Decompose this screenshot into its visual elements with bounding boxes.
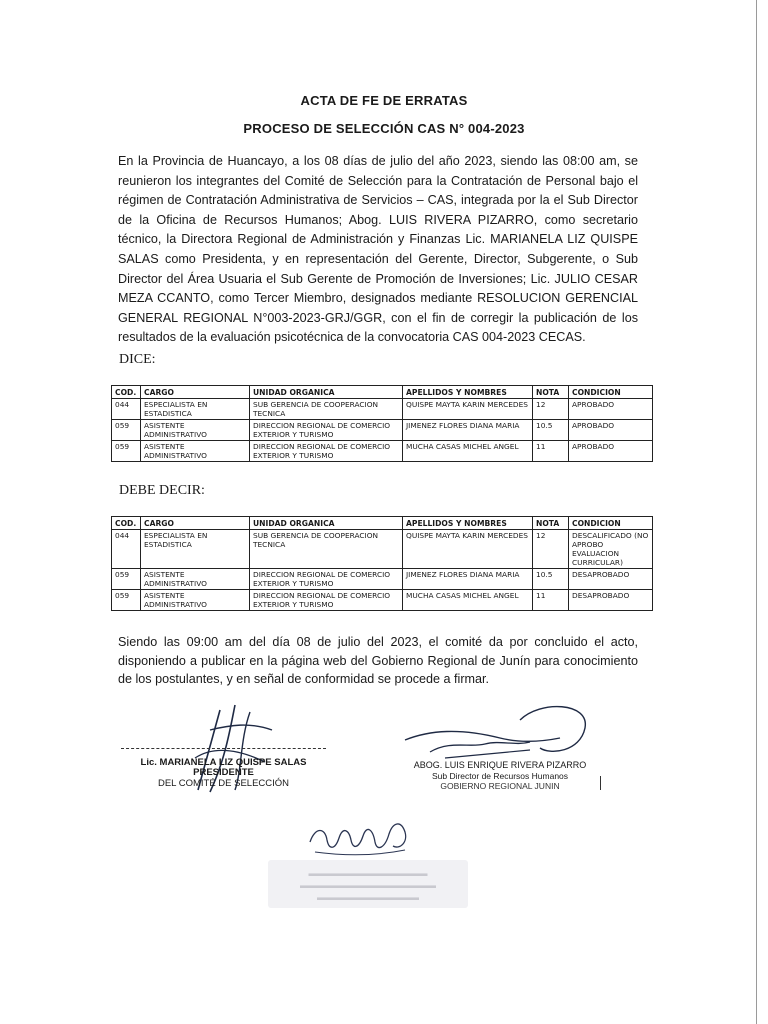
cell-cod: 059 xyxy=(112,590,141,611)
table-row xyxy=(112,569,653,590)
left-signer-committee: DEL COMITÉ DE SELECCIÓN xyxy=(157,778,290,789)
cell-cargo: ASISTENTE ADMINISTRATIVO xyxy=(141,420,250,441)
cell-unidad: SUB GERENCIA DE COOPERACION TECNICA xyxy=(250,530,403,569)
cell-condicion: DESCALIFICADO (NO APROBO EVALUACION CURRICULAR) xyxy=(569,530,653,569)
table-row xyxy=(112,530,653,569)
right-signer-name: ABOG. LUIS ENRIQUE RIVERA PIZARRO xyxy=(413,760,587,770)
cell-unidad: DIRECCION REGIONAL DE COMERCIO EXTERIOR Y TURISMO xyxy=(250,590,403,611)
cell-condicion: DESAPROBADO xyxy=(569,590,653,611)
document-subtitle: PROCESO DE SELECCIÓN CAS N° 004-2023 xyxy=(243,121,525,136)
table-row xyxy=(112,420,653,441)
cell-nombres: MUCHA CASAS MICHEL ANGEL xyxy=(403,590,533,611)
cell-nota: 11 xyxy=(533,441,569,462)
header-condicion: CONDICION xyxy=(569,386,653,399)
cell-cod: 044 xyxy=(112,399,141,420)
cell-nombres: JIMENEZ FLORES DIANA MARIA xyxy=(403,569,533,590)
dice-label: DICE: xyxy=(119,352,156,367)
header-nota: NOTA xyxy=(533,386,569,399)
cell-condicion: APROBADO xyxy=(569,399,653,420)
stamp-line: ▬▬▬▬▬▬▬▬▬▬▬▬▬▬ xyxy=(308,868,428,878)
stamp-line: ▬▬▬▬▬▬▬▬▬▬▬▬▬▬▬▬ xyxy=(300,880,436,890)
third-signature-icon xyxy=(305,812,415,862)
margin-mark xyxy=(600,776,601,790)
left-signature-line xyxy=(121,748,326,749)
table-row xyxy=(112,441,653,462)
cell-nota: 12 xyxy=(533,399,569,420)
page-edge xyxy=(756,0,757,1024)
header-cod: COD. xyxy=(112,386,141,399)
header-condicion: CONDICION xyxy=(569,517,653,530)
cell-cod: 059 xyxy=(112,420,141,441)
cell-unidad: DIRECCION REGIONAL DE COMERCIO EXTERIOR Y TURISMO xyxy=(250,441,403,462)
cell-cod: 044 xyxy=(112,530,141,569)
header-nombres: APELLIDOS Y NOMBRES xyxy=(403,386,533,399)
table-header-row xyxy=(112,386,653,399)
cell-nombres: QUISPE MAYTA KARIN MERCEDES xyxy=(403,399,533,420)
table-row xyxy=(112,399,653,420)
header-cargo: CARGO xyxy=(141,386,250,399)
dice-table xyxy=(111,385,653,462)
cell-nombres: QUISPE MAYTA KARIN MERCEDES xyxy=(403,530,533,569)
table-header-row xyxy=(112,517,653,530)
cell-nota: 11 xyxy=(533,590,569,611)
cell-nombres: MUCHA CASAS MICHEL ANGEL xyxy=(403,441,533,462)
right-signer-role: Sub Director de Recursos Humanos xyxy=(431,771,569,781)
cell-condicion: DESAPROBADO xyxy=(569,569,653,590)
left-signer-name: Lic. MARIANELA LIZ QUISPE SALAS xyxy=(140,757,307,768)
cell-nombres: JIMENEZ FLORES DIANA MARIA xyxy=(403,420,533,441)
cell-cargo: ESPECIALISTA EN ESTADISTICA xyxy=(141,399,250,420)
header-unidad: UNIDAD ORGANICA xyxy=(250,517,403,530)
header-nombres: APELLIDOS Y NOMBRES xyxy=(403,517,533,530)
cell-cargo: ESPECIALISTA EN ESTADISTICA xyxy=(141,530,250,569)
cell-cargo: ASISTENTE ADMINISTRATIVO xyxy=(141,569,250,590)
document-title: ACTA DE FE DE ERRATAS xyxy=(300,93,468,108)
header-unidad: UNIDAD ORGANICA xyxy=(250,386,403,399)
debe-decir-table xyxy=(111,516,653,611)
closing-paragraph: Siendo las 09:00 am del día 08 de julio del 2023, el comité da por concluido el acto, disponiendo a publicar en la página web del Gobierno Regional de Junín para conocimiento de los postulantes, y en señal de conformidad se procede a firmar. xyxy=(118,635,638,686)
header-nota: NOTA xyxy=(533,517,569,530)
cell-condicion: APROBADO xyxy=(569,420,653,441)
intro-paragraph: En la Provincia de Huancayo, a los 08 días de julio del año 2023, siendo las 08:00 am, se reunieron los integrantes del Comité de Selección para la Contratación de Personal bajo el régimen de Contratación Administrativa de Servicios – CAS, integrada por la el Sub Director de la Oficina de Recursos Humanos; Abog. LUIS RIVERA PIZARRO, como secretario técnico, la Directora Regional de Administración y Finanzas Lic. MARIANELA LIZ QUISPE SALAS como Presidenta, y en representación del Gerente, Director, Subgerente, o Sub Director del Área Usuaria el Sub Gerente de Promoción de Inversiones; Lic. JULIO CESAR MEZA CCANTO, como Tercer Miembro, designados mediante RESOLUCION GERENCIAL GENERAL REGIONAL N°003-2023-GRJ/GGR, con el fin de corregir la publicación de los resultados de la evaluación psicotécnica de la convocatoria CAS 004-2023 CECAS. xyxy=(118,154,638,345)
stamp-line: ▬▬▬▬▬▬▬▬▬▬▬▬ xyxy=(317,892,419,902)
right-signer-org: GOBIERNO REGIONAL JUNIN xyxy=(440,781,560,791)
cell-condicion: APROBADO xyxy=(569,441,653,462)
table-row xyxy=(112,590,653,611)
header-cod: COD. xyxy=(112,517,141,530)
cell-nota: 12 xyxy=(533,530,569,569)
cell-unidad: DIRECCION REGIONAL DE COMERCIO EXTERIOR Y TURISMO xyxy=(250,569,403,590)
cell-cod: 059 xyxy=(112,569,141,590)
cell-nota: 10.5 xyxy=(533,569,569,590)
header-cargo: CARGO xyxy=(141,517,250,530)
cell-unidad: SUB GERENCIA DE COOPERACION TECNICA xyxy=(250,399,403,420)
cell-cod: 059 xyxy=(112,441,141,462)
cell-cargo: ASISTENTE ADMINISTRATIVO xyxy=(141,590,250,611)
left-signer-role: PRESIDENTE xyxy=(193,767,254,778)
debe-decir-label: DEBE DECIR: xyxy=(119,483,205,498)
cell-unidad: DIRECCION REGIONAL DE COMERCIO EXTERIOR Y TURISMO xyxy=(250,420,403,441)
cell-nota: 10.5 xyxy=(533,420,569,441)
cell-cargo: ASISTENTE ADMINISTRATIVO xyxy=(141,441,250,462)
